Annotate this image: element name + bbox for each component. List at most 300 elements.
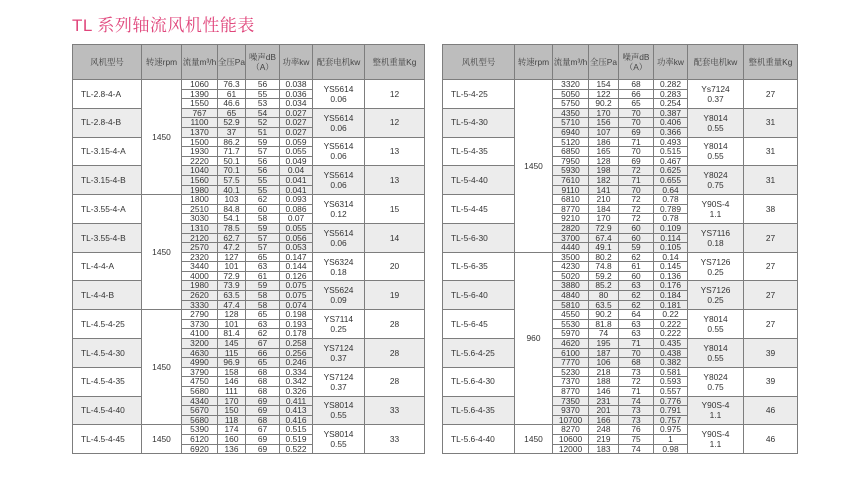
noise-cell: 59 bbox=[619, 243, 654, 253]
flow-cell: 5970 bbox=[553, 329, 589, 339]
power-cell: 0.334 bbox=[280, 367, 313, 377]
flow-cell: 6120 bbox=[182, 434, 218, 444]
table-row bbox=[443, 80, 798, 90]
power-cell: 0.78 bbox=[654, 195, 688, 205]
model-cell: TL-5.6-4-30 bbox=[443, 367, 515, 396]
pressure-cell: 186 bbox=[589, 137, 619, 147]
power-cell: 0.109 bbox=[654, 223, 688, 233]
pressure-cell: 81.8 bbox=[589, 319, 619, 329]
power-cell: 0.625 bbox=[654, 166, 688, 176]
power-cell: 0.027 bbox=[280, 127, 313, 137]
pressure-cell: 63.5 bbox=[589, 300, 619, 310]
noise-cell: 57 bbox=[246, 147, 280, 157]
power-cell: 0.64 bbox=[654, 185, 688, 195]
pressure-cell: 90.2 bbox=[589, 99, 619, 109]
flow-cell: 3880 bbox=[553, 281, 589, 291]
flow-cell: 6850 bbox=[553, 147, 589, 157]
pressure-cell: 52.9 bbox=[218, 118, 246, 128]
power-cell: 0.041 bbox=[280, 175, 313, 185]
motor-model: YS5614 bbox=[323, 83, 354, 94]
motor-model: YS5614 bbox=[323, 112, 354, 123]
flow-cell: 9370 bbox=[553, 406, 589, 416]
power-cell: 0.22 bbox=[654, 310, 688, 320]
pressure-cell: 195 bbox=[589, 339, 619, 349]
model-cell: TL-4-4-B bbox=[73, 281, 142, 310]
flow-cell: 2820 bbox=[553, 223, 589, 233]
weight-cell: 31 bbox=[744, 137, 798, 166]
table-row bbox=[443, 339, 798, 349]
motor-cell bbox=[313, 425, 365, 454]
pressure-cell: 73.9 bbox=[218, 281, 246, 291]
flow-cell: 1980 bbox=[182, 185, 218, 195]
noise-cell: 66 bbox=[619, 89, 654, 99]
noise-cell: 67 bbox=[246, 339, 280, 349]
noise-cell: 63 bbox=[246, 319, 280, 329]
model-cell: TL-5-4-40 bbox=[443, 166, 515, 195]
flow-cell: 1370 bbox=[182, 127, 218, 137]
header-motor: 配套电机kw bbox=[688, 45, 744, 80]
pressure-cell: 61 bbox=[218, 89, 246, 99]
noise-cell: 60 bbox=[619, 223, 654, 233]
model-cell: TL-5-4-25 bbox=[443, 80, 515, 109]
noise-cell: 73 bbox=[619, 406, 654, 416]
noise-cell: 65 bbox=[246, 310, 280, 320]
motor-cell bbox=[688, 367, 744, 396]
motor-model: YS8014 bbox=[323, 429, 354, 440]
pressure-cell: 150 bbox=[218, 406, 246, 416]
model-cell: TL-4.5-4-40 bbox=[73, 396, 142, 425]
motor-cell bbox=[688, 137, 744, 166]
noise-cell: 65 bbox=[246, 252, 280, 262]
noise-cell: 56 bbox=[246, 166, 280, 176]
motor-power: 0.25 bbox=[707, 295, 724, 306]
header-weight: 整机重量Kg bbox=[744, 45, 798, 80]
power-cell: 0.074 bbox=[280, 300, 313, 310]
motor-model: YS6324 bbox=[323, 256, 354, 267]
power-cell: 0.055 bbox=[280, 223, 313, 233]
motor-cell bbox=[313, 367, 365, 396]
model-cell: TL-5-6-40 bbox=[443, 281, 515, 310]
motor-power: 0.55 bbox=[707, 324, 724, 335]
weight-cell: 28 bbox=[365, 367, 425, 396]
power-cell: 0.283 bbox=[654, 89, 688, 99]
motor-power: 0.55 bbox=[707, 122, 724, 133]
noise-cell: 60 bbox=[619, 233, 654, 243]
noise-cell: 62 bbox=[246, 195, 280, 205]
model-cell: TL-3.55-4-A bbox=[73, 195, 142, 224]
flow-cell: 1930 bbox=[182, 147, 218, 157]
noise-cell: 75 bbox=[619, 434, 654, 444]
header-pressure: 全压Pa bbox=[589, 45, 619, 80]
table-row bbox=[443, 223, 798, 233]
model-cell: TL-5-4-45 bbox=[443, 195, 515, 224]
weight-cell: 27 bbox=[744, 252, 798, 281]
noise-cell: 59 bbox=[246, 223, 280, 233]
motor-model: YS5624 bbox=[323, 285, 354, 296]
pressure-cell: 184 bbox=[589, 204, 619, 214]
noise-cell: 71 bbox=[619, 339, 654, 349]
table-row bbox=[443, 137, 798, 147]
flow-cell: 3200 bbox=[182, 339, 218, 349]
power-cell: 0.059 bbox=[280, 137, 313, 147]
motor-model: YS7124 bbox=[323, 371, 354, 382]
motor-power: 0.06 bbox=[330, 122, 347, 133]
flow-cell: 4440 bbox=[553, 243, 589, 253]
noise-cell: 61 bbox=[246, 271, 280, 281]
noise-cell: 52 bbox=[246, 118, 280, 128]
motor-cell bbox=[313, 310, 365, 339]
noise-cell: 65 bbox=[619, 99, 654, 109]
noise-cell: 62 bbox=[619, 300, 654, 310]
motor-power: 0.06 bbox=[330, 180, 347, 191]
pressure-cell: 188 bbox=[589, 377, 619, 387]
motor-cell bbox=[688, 223, 744, 252]
motor-model: YS7124 bbox=[323, 342, 354, 353]
power-cell: 0.435 bbox=[654, 339, 688, 349]
pressure-cell: 50.1 bbox=[218, 156, 246, 166]
noise-cell: 62 bbox=[246, 329, 280, 339]
pressure-cell: 182 bbox=[589, 175, 619, 185]
pressure-cell: 78.5 bbox=[218, 223, 246, 233]
pressure-cell: 47.4 bbox=[218, 300, 246, 310]
weight-cell: 38 bbox=[744, 195, 798, 224]
pressure-cell: 170 bbox=[589, 214, 619, 224]
model-cell: TL-5-6-35 bbox=[443, 252, 515, 281]
noise-cell: 55 bbox=[246, 185, 280, 195]
power-cell: 0.184 bbox=[654, 291, 688, 301]
flow-cell: 1100 bbox=[182, 118, 218, 128]
flow-cell: 6940 bbox=[553, 127, 589, 137]
pressure-cell: 210 bbox=[589, 195, 619, 205]
noise-cell: 56 bbox=[246, 156, 280, 166]
noise-cell: 68 bbox=[246, 367, 280, 377]
speed-cell: 1450 bbox=[142, 80, 182, 195]
header-noise: 噪声dB（A） bbox=[246, 45, 280, 80]
power-cell: 0.126 bbox=[280, 271, 313, 281]
noise-cell: 69 bbox=[246, 444, 280, 454]
header-pressure: 全压Pa bbox=[218, 45, 246, 80]
motor-model: Y8014 bbox=[703, 342, 728, 353]
table-row bbox=[73, 80, 425, 90]
flow-cell: 4990 bbox=[182, 358, 218, 368]
weight-cell: 27 bbox=[744, 281, 798, 310]
pressure-cell: 231 bbox=[589, 396, 619, 406]
table-row bbox=[73, 137, 425, 147]
table-row bbox=[73, 425, 425, 435]
table-row bbox=[73, 223, 425, 233]
power-cell: 0.07 bbox=[280, 214, 313, 224]
motor-power: 0.09 bbox=[330, 295, 347, 306]
flow-cell: 10700 bbox=[553, 415, 589, 425]
flow-cell: 1800 bbox=[182, 195, 218, 205]
power-cell: 0.114 bbox=[654, 233, 688, 243]
power-cell: 0.075 bbox=[280, 281, 313, 291]
flow-cell: 5710 bbox=[553, 118, 589, 128]
pressure-cell: 47.2 bbox=[218, 243, 246, 253]
noise-cell: 57 bbox=[246, 233, 280, 243]
table-row bbox=[73, 281, 425, 291]
flow-cell: 5020 bbox=[553, 271, 589, 281]
pressure-cell: 63.5 bbox=[218, 291, 246, 301]
flow-cell: 1500 bbox=[182, 137, 218, 147]
power-cell: 0.776 bbox=[654, 396, 688, 406]
weight-cell: 20 bbox=[365, 252, 425, 281]
noise-cell: 60 bbox=[619, 271, 654, 281]
pressure-cell: 156 bbox=[589, 118, 619, 128]
power-cell: 0.757 bbox=[654, 415, 688, 425]
weight-cell: 27 bbox=[744, 223, 798, 252]
motor-power: 0.18 bbox=[707, 237, 724, 248]
flow-cell: 8270 bbox=[553, 425, 589, 435]
power-cell: 0.181 bbox=[654, 300, 688, 310]
power-cell: 0.14 bbox=[654, 252, 688, 262]
power-cell: 0.027 bbox=[280, 118, 313, 128]
power-cell: 0.222 bbox=[654, 329, 688, 339]
flow-cell: 8770 bbox=[553, 204, 589, 214]
pressure-cell: 218 bbox=[589, 367, 619, 377]
pressure-cell: 71.7 bbox=[218, 147, 246, 157]
flow-cell: 3700 bbox=[553, 233, 589, 243]
weight-cell: 33 bbox=[365, 425, 425, 454]
noise-cell: 57 bbox=[246, 243, 280, 253]
weight-cell: 14 bbox=[365, 223, 425, 252]
pressure-cell: 101 bbox=[218, 319, 246, 329]
flow-cell: 6920 bbox=[182, 444, 218, 454]
pressure-cell: 101 bbox=[218, 262, 246, 272]
pressure-cell: 170 bbox=[589, 108, 619, 118]
pressure-cell: 160 bbox=[218, 434, 246, 444]
table-row bbox=[443, 425, 798, 435]
noise-cell: 53 bbox=[246, 99, 280, 109]
pressure-cell: 111 bbox=[218, 387, 246, 397]
motor-cell bbox=[313, 108, 365, 137]
noise-cell: 63 bbox=[619, 329, 654, 339]
model-cell: TL-3.55-4-B bbox=[73, 223, 142, 252]
power-cell: 0.105 bbox=[654, 243, 688, 253]
power-cell: 0.193 bbox=[280, 319, 313, 329]
flow-cell: 1560 bbox=[182, 175, 218, 185]
noise-cell: 58 bbox=[246, 214, 280, 224]
table-row bbox=[443, 252, 798, 262]
motor-model: YS8014 bbox=[323, 400, 354, 411]
flow-cell: 2220 bbox=[182, 156, 218, 166]
power-cell: 0.145 bbox=[654, 262, 688, 272]
noise-cell: 69 bbox=[246, 396, 280, 406]
motor-cell bbox=[688, 339, 744, 368]
flow-cell: 5050 bbox=[553, 89, 589, 99]
pressure-cell: 107 bbox=[589, 127, 619, 137]
flow-cell: 4750 bbox=[182, 377, 218, 387]
motor-power: 0.06 bbox=[330, 93, 347, 104]
motor-cell bbox=[313, 339, 365, 368]
power-cell: 0.093 bbox=[280, 195, 313, 205]
flow-cell: 4000 bbox=[182, 271, 218, 281]
noise-cell: 55 bbox=[246, 89, 280, 99]
power-cell: 0.413 bbox=[280, 406, 313, 416]
flow-cell: 3500 bbox=[553, 252, 589, 262]
flow-cell: 7350 bbox=[553, 396, 589, 406]
weight-cell: 15 bbox=[365, 195, 425, 224]
noise-cell: 58 bbox=[246, 291, 280, 301]
motor-model: Y8014 bbox=[703, 141, 728, 152]
pressure-cell: 74 bbox=[589, 329, 619, 339]
model-cell: TL-5.6-4-25 bbox=[443, 339, 515, 368]
pressure-cell: 86.2 bbox=[218, 137, 246, 147]
weight-cell: 31 bbox=[744, 166, 798, 195]
model-cell: TL-2.8-4-A bbox=[73, 80, 142, 109]
weight-cell: 46 bbox=[744, 396, 798, 425]
motor-model: Ys7124 bbox=[701, 83, 730, 94]
noise-cell: 71 bbox=[619, 387, 654, 397]
noise-cell: 62 bbox=[619, 252, 654, 262]
power-cell: 0.246 bbox=[280, 358, 313, 368]
power-cell: 0.593 bbox=[654, 377, 688, 387]
table-row bbox=[73, 252, 425, 262]
noise-cell: 72 bbox=[619, 214, 654, 224]
pressure-cell: 183 bbox=[589, 444, 619, 454]
table-row bbox=[73, 396, 425, 406]
noise-cell: 62 bbox=[619, 291, 654, 301]
weight-cell: 13 bbox=[365, 137, 425, 166]
pressure-cell: 37 bbox=[218, 127, 246, 137]
model-cell: TL-5-4-35 bbox=[443, 137, 515, 166]
motor-power: 0.25 bbox=[330, 324, 347, 335]
motor-cell bbox=[313, 281, 365, 310]
table-row bbox=[73, 195, 425, 205]
model-cell: TL-3.15-4-B bbox=[73, 166, 142, 195]
noise-cell: 68 bbox=[246, 415, 280, 425]
noise-cell: 68 bbox=[246, 387, 280, 397]
noise-cell: 63 bbox=[619, 281, 654, 291]
pressure-cell: 115 bbox=[218, 348, 246, 358]
power-cell: 0.515 bbox=[280, 425, 313, 435]
noise-cell: 68 bbox=[246, 377, 280, 387]
pressure-cell: 76.3 bbox=[218, 80, 246, 90]
weight-cell: 39 bbox=[744, 339, 798, 368]
motor-model: YS6314 bbox=[323, 199, 354, 210]
motor-power: 0.25 bbox=[707, 266, 724, 277]
model-cell: TL-5-4-30 bbox=[443, 108, 515, 137]
model-cell: TL-4-4-A bbox=[73, 252, 142, 281]
table-row bbox=[73, 166, 425, 176]
noise-cell: 70 bbox=[619, 185, 654, 195]
power-cell: 0.222 bbox=[654, 319, 688, 329]
flow-cell: 7610 bbox=[553, 175, 589, 185]
pressure-cell: 59.2 bbox=[589, 271, 619, 281]
table-row bbox=[443, 166, 798, 176]
header-flow: 流量m³/h bbox=[182, 45, 218, 80]
power-cell: 0.438 bbox=[654, 348, 688, 358]
header-power: 功率kw bbox=[280, 45, 313, 80]
table-row bbox=[443, 281, 798, 291]
flow-cell: 9210 bbox=[553, 214, 589, 224]
motor-model: Y90S-4 bbox=[701, 429, 730, 440]
header-model: 风机型号 bbox=[443, 45, 515, 80]
power-cell: 0.144 bbox=[280, 262, 313, 272]
pressure-cell: 145 bbox=[218, 339, 246, 349]
motor-model: Y8014 bbox=[703, 314, 728, 325]
motor-cell bbox=[313, 396, 365, 425]
motor-power: 0.37 bbox=[330, 381, 347, 392]
motor-power: 0.55 bbox=[707, 352, 724, 363]
power-cell: 0.075 bbox=[280, 291, 313, 301]
motor-cell bbox=[688, 396, 744, 425]
speed-cell: 1450 bbox=[142, 310, 182, 425]
motor-model: Y8024 bbox=[703, 371, 728, 382]
flow-cell: 2120 bbox=[182, 233, 218, 243]
motor-cell bbox=[313, 223, 365, 252]
flow-cell: 1550 bbox=[182, 99, 218, 109]
flow-cell: 3030 bbox=[182, 214, 218, 224]
motor-model: YS5614 bbox=[323, 227, 354, 238]
flow-cell: 5530 bbox=[553, 319, 589, 329]
flow-cell: 3440 bbox=[182, 262, 218, 272]
motor-model: YS7116 bbox=[700, 227, 731, 238]
power-cell: 0.581 bbox=[654, 367, 688, 377]
motor-cell bbox=[688, 108, 744, 137]
motor-model: Y90S-4 bbox=[701, 400, 730, 411]
noise-cell: 66 bbox=[246, 348, 280, 358]
pressure-cell: 80 bbox=[589, 291, 619, 301]
flow-cell: 1310 bbox=[182, 223, 218, 233]
pressure-cell: 49.1 bbox=[589, 243, 619, 253]
pressure-cell: 154 bbox=[589, 80, 619, 90]
power-cell: 0.98 bbox=[654, 444, 688, 454]
table-row bbox=[443, 310, 798, 320]
power-cell: 0.176 bbox=[654, 281, 688, 291]
weight-cell: 31 bbox=[744, 108, 798, 137]
motor-power: 0.55 bbox=[707, 151, 724, 162]
pressure-cell: 146 bbox=[218, 377, 246, 387]
flow-cell: 3320 bbox=[553, 80, 589, 90]
model-cell: TL-5-6-30 bbox=[443, 223, 515, 252]
power-cell: 0.256 bbox=[280, 348, 313, 358]
pressure-cell: 84.8 bbox=[218, 204, 246, 214]
pressure-cell: 219 bbox=[589, 434, 619, 444]
motor-cell bbox=[313, 166, 365, 195]
power-cell: 0.056 bbox=[280, 233, 313, 243]
power-cell: 0.467 bbox=[654, 156, 688, 166]
power-cell: 0.038 bbox=[280, 80, 313, 90]
flow-cell: 5680 bbox=[182, 387, 218, 397]
noise-cell: 68 bbox=[619, 358, 654, 368]
power-cell: 0.086 bbox=[280, 204, 313, 214]
motor-model: YS5614 bbox=[323, 141, 354, 152]
motor-power: 0.75 bbox=[707, 381, 724, 392]
header-power: 功率kw bbox=[654, 45, 688, 80]
pressure-cell: 187 bbox=[589, 348, 619, 358]
pressure-cell: 103 bbox=[218, 195, 246, 205]
pressure-cell: 136 bbox=[218, 444, 246, 454]
pressure-cell: 74.8 bbox=[589, 262, 619, 272]
model-cell: TL-2.8-4-B bbox=[73, 108, 142, 137]
motor-power: 0.55 bbox=[330, 439, 347, 450]
flow-cell: 4340 bbox=[182, 396, 218, 406]
motor-power: 0.55 bbox=[330, 410, 347, 421]
flow-cell: 3730 bbox=[182, 319, 218, 329]
flow-cell: 4100 bbox=[182, 329, 218, 339]
pressure-cell: 127 bbox=[218, 252, 246, 262]
motor-cell bbox=[688, 310, 744, 339]
flow-cell: 10600 bbox=[553, 434, 589, 444]
speed-cell: 1450 bbox=[515, 425, 553, 454]
power-cell: 0.041 bbox=[280, 185, 313, 195]
power-cell: 0.789 bbox=[654, 204, 688, 214]
power-cell: 0.147 bbox=[280, 252, 313, 262]
noise-cell: 74 bbox=[619, 444, 654, 454]
pressure-cell: 141 bbox=[589, 185, 619, 195]
flow-cell: 7950 bbox=[553, 156, 589, 166]
